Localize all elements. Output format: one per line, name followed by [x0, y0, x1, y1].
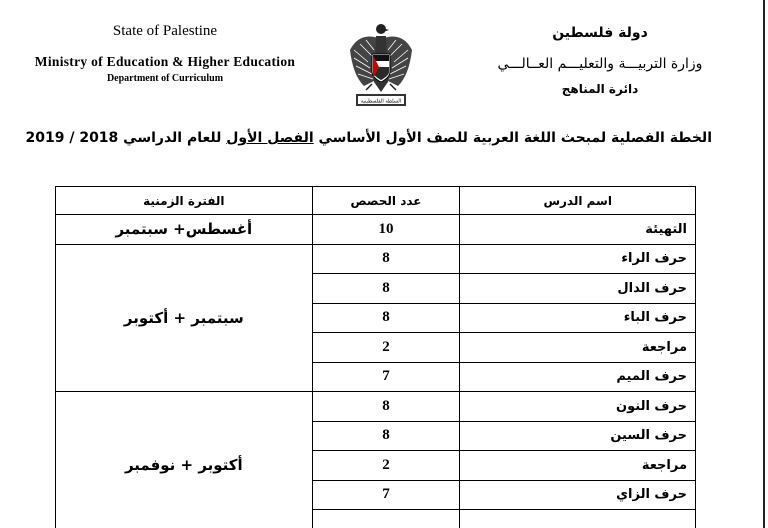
header-time-period: الفترة الزمنية [56, 187, 313, 215]
arabic-header [450, 24, 750, 96]
session-count: 7 [312, 362, 460, 392]
session-count: 2 [312, 333, 460, 363]
table-row [56, 215, 696, 245]
department-name-en: Department of Curriculum [106, 73, 224, 84]
table-row [56, 392, 696, 422]
time-period: سبتمبر + أكتوبر [56, 244, 313, 392]
session-count: 8 [312, 392, 460, 422]
session-count: 8 [312, 274, 460, 304]
session-count: 10 [312, 215, 460, 245]
plan-title-semester: الفصل الأول [226, 130, 314, 146]
ministry-name-en: Ministry of Education & Higher Education [34, 54, 296, 69]
plan-title-part1: الخطة الفصلية لمبحث اللغة العربية للصف الأول الأساسي [313, 130, 712, 146]
english-header [0, 22, 330, 84]
session-count [312, 510, 460, 528]
lesson-name: حرف الباء [460, 303, 696, 333]
state-name-ar: دولة فلسطين [552, 25, 648, 41]
lesson-name: حرف النون [460, 392, 696, 422]
lesson-name: مراجعة [460, 333, 696, 363]
session-count: 2 [312, 451, 460, 481]
session-count: 8 [312, 421, 460, 451]
plan-title [25, 130, 712, 146]
ministry-name-ar: وزارة التربيـــة والتعليـــم العــالـــي [497, 56, 703, 72]
header-lesson-name: اسم الدرس [460, 187, 696, 215]
time-period: أغسطس+ سبتمبر [56, 215, 313, 245]
department-name-ar: دائرة المناهج [561, 82, 639, 96]
header-session-count: عدد الحصص [312, 187, 460, 215]
lesson-plan-table [55, 186, 696, 528]
lesson-name: التهيئة [460, 215, 696, 245]
lesson-name: حرف السين [460, 421, 696, 451]
table-row [56, 244, 696, 274]
palestine-eagle-emblem-icon [346, 20, 416, 112]
lesson-name: حرف الميم [460, 362, 696, 392]
lesson-name: حرف الدال [460, 274, 696, 304]
session-count: 7 [312, 480, 460, 510]
emblem-caption: السلطة الفلسطينية [360, 98, 402, 105]
state-name-en: State of Palestine [112, 23, 218, 39]
plan-title-part3: للعام الدراسي 2018 / 2019 [25, 130, 227, 146]
session-count: 8 [312, 303, 460, 333]
lesson-name [460, 510, 696, 528]
lesson-name: حرف الزاي [460, 480, 696, 510]
time-period: أكتوبر + نوفمبر [56, 392, 313, 528]
table-header-row [56, 187, 696, 215]
session-count: 8 [312, 244, 460, 274]
page-border-right [763, 0, 765, 528]
lesson-name: مراجعة [460, 451, 696, 481]
lesson-name: حرف الراء [460, 244, 696, 274]
